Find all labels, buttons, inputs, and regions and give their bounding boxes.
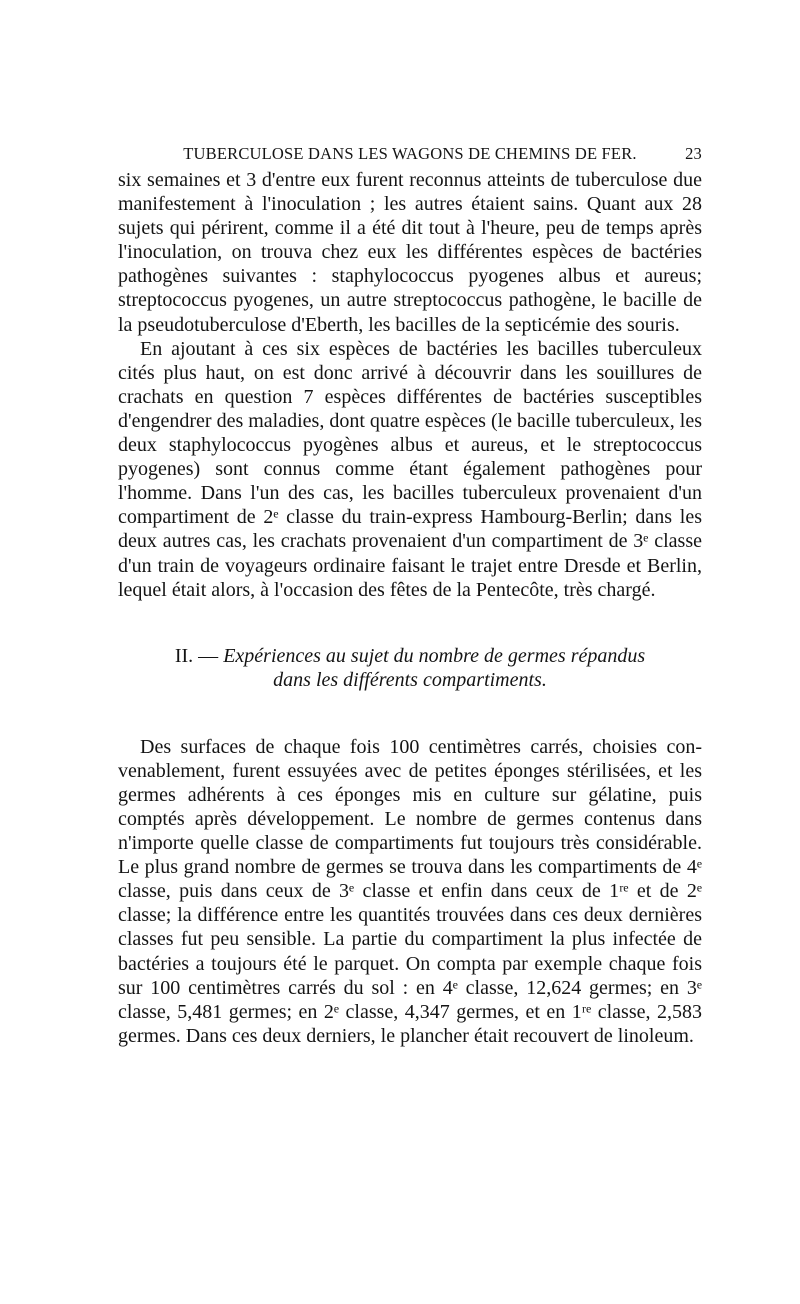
paragraph-1: six semaines et 3 d'entre eux furent reconnus atteints de tuberculose due manifestement à l'inoculation ; les autres étaient sains. Quant aux 28 sujets qui périrent, comme il a été dit tout à l'heure, peu de temps après l'inoculation, on trouva chez eux les différentes espèces de bactéries pathogènes suivantes : staphylococcus pyogenes albus et aureus; streptococcus pyogenes, un autre streptococcus pathogène, le bacille de la pseudotuberculose d'Eberth, les bacilles de la septicémie des souris.: [118, 169, 702, 336]
paragraph-2: En ajoutant à ces six espèces de bactéries les bacilles tuberculeux cités plus haut, on est donc arrivé à découvrir dans les souillures de crachats en question 7 espèces différentes de bactéries susceptibles d'engendrer des maladies, dont quatre espèces (le bacille tuberculeux, les deux staphylococcus pyogènes albus et aureus, et le streptococcus pyogenes) sont connus comme étant également pathogènes pour l'homme. Dans l'un des cas, les bacilles tuberculeux provenaient d'un compartiment de 2ᵉ classe du train-express Hambourg-Berlin; dans les deux autres cas, les crachats provenaient d'un compartiment de 3ᵉ classe d'un train de voyageurs ordinaire faisant le trajet entre Dresde et Berlin, lequel était alors, à l'occasion des fêtes de la Pentecôte, très chargé.: [118, 337, 702, 601]
section-number: II. —: [174, 644, 219, 667]
running-title: TUBERCULOSE DANS LES WAGONS DE CHEMINS DE FER.: [183, 144, 637, 163]
section-title-line-1: Expériences au sujet du nombre de germes répandus: [223, 644, 646, 667]
section-heading: [118, 644, 702, 692]
paragraph-3: Des surfaces de chaque fois 100 centimètres carrés, choisies convenablement, furent essuyées avec de petites éponges stérilisées, et les germes adhérents à ces éponges mis en culture sur gélatine, puis comptés après développement. Le nombre de germes contenus dans n'importe quelle classe de compartiments fut toujours très considérable. Le plus grand nombre de germes se trouva dans les compartiments de 4ᵉ classe, puis dans ceux de 3ᵉ classe et enfin dans ceux de 1ʳᵉ et de 2ᵉ classe; la différence entre les quantités trouvées dans ces deux dernières classes fut peu sensible. La partie du compartiment la plus infectée de bactéries a toujours été le parquet. On compta par exemple chaque fois sur 100 centimètres carrés du sol : en 4ᵉ classe, 12,624 germes; en 3ᵉ classe, 5,481 germes; en 2ᵉ classe, 4,347 germes, et en 1ʳᵉ classe, 2,583 germes. Dans ces deux derniers, le plancher était recouvert de linoleum.: [118, 735, 702, 1047]
page-number: 23: [685, 144, 702, 163]
running-header: [118, 140, 702, 168]
document-page: [118, 140, 702, 1048]
section-title-line-2: dans les différents compartiments.: [273, 668, 547, 691]
